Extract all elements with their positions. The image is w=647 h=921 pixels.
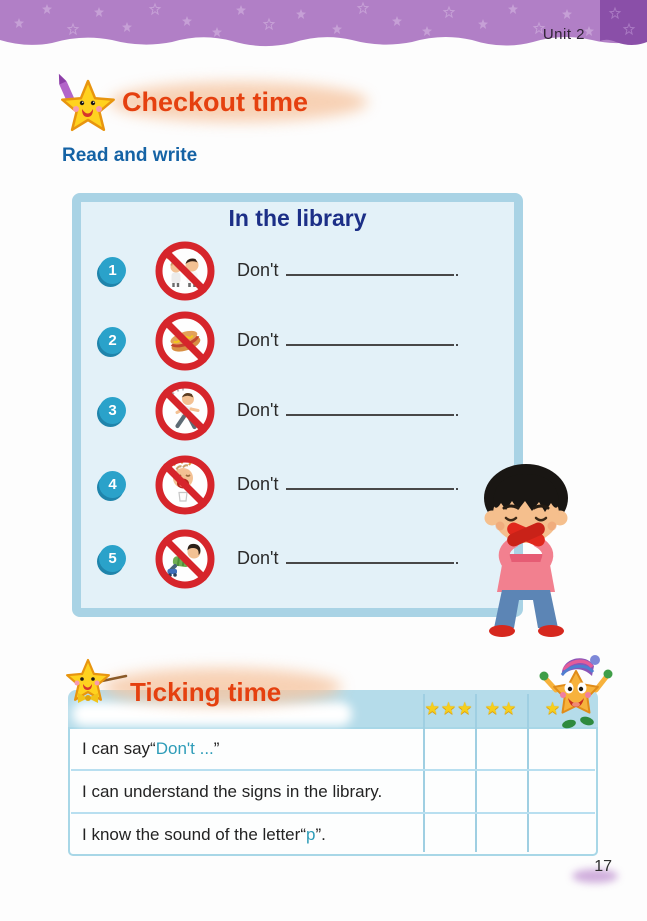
no-shouting-sign-icon (152, 452, 218, 518)
star-mascot-with-hat-icon (536, 646, 618, 739)
assessment-row-text (82, 770, 417, 813)
tick-cell[interactable] (528, 814, 578, 855)
sentence-line (237, 330, 459, 351)
two-stars-header-icon: ★★ (484, 699, 518, 718)
prompt-text: Don't (237, 260, 279, 280)
no-playing-sign-icon (152, 526, 218, 592)
tick-cell[interactable] (424, 728, 474, 769)
row-text: . (321, 824, 326, 844)
quote: “ (150, 738, 156, 758)
row-text: I know the sound of the letter (82, 824, 301, 844)
highlighted-phrase: Don't ... (155, 738, 214, 758)
sentence-line (237, 400, 459, 421)
no-talking-sign-icon (152, 238, 218, 304)
instruction-read-and-write: Read and write (62, 145, 198, 166)
highlighted-phrase: p (305, 824, 316, 844)
row-text: I can understand the signs in the library. (82, 781, 383, 801)
period: . (454, 474, 460, 494)
item-number-badge: 1 (99, 257, 126, 284)
assessment-row-text (82, 813, 417, 856)
tick-cell[interactable] (528, 771, 578, 812)
sentence-line (237, 260, 459, 281)
period: . (454, 330, 460, 350)
unit-label: Unit 2 (542, 26, 585, 43)
quiet-boy-mascot-icon (458, 458, 598, 648)
period: . (454, 400, 460, 420)
section-title-checkout-time: Checkout time (122, 87, 309, 117)
header-band (0, 0, 647, 54)
no-eating-sign-icon (152, 308, 218, 374)
prompt-text: Don't (237, 474, 279, 494)
star-mascot-with-crayon-icon (46, 68, 122, 147)
row-text: I can say (82, 738, 151, 758)
answer-blank[interactable] (286, 401, 454, 416)
no-running-sign-icon (152, 378, 218, 444)
answer-blank[interactable] (286, 549, 454, 564)
library-panel-title: In the library (228, 205, 367, 231)
quote: ” (213, 738, 220, 758)
assessment-row-text (82, 727, 417, 770)
star-mascot-with-bow-icon (50, 652, 130, 719)
tick-cell[interactable] (424, 814, 474, 855)
one-star-header-icon: ★ (544, 699, 562, 718)
tick-cell[interactable] (476, 728, 526, 769)
answer-blank[interactable] (286, 475, 454, 490)
quote: ” (315, 824, 322, 844)
tick-cell[interactable] (476, 771, 526, 812)
period: . (454, 260, 460, 280)
library-item-row (99, 308, 509, 374)
sentence-line (237, 548, 459, 569)
library-item-row (99, 526, 509, 592)
item-number-badge: 4 (99, 471, 126, 498)
answer-blank[interactable] (286, 331, 454, 346)
tick-cell[interactable] (476, 814, 526, 855)
answer-blank[interactable] (286, 261, 454, 276)
three-stars-header-icon: ★★★ (424, 699, 474, 718)
prompt-text: Don't (237, 330, 279, 350)
period: . (454, 548, 460, 568)
item-number-badge: 5 (99, 545, 126, 572)
quote: “ (300, 824, 306, 844)
item-number-badge: 3 (99, 397, 126, 424)
library-item-row (99, 452, 509, 518)
page-number: 17 (594, 858, 612, 875)
library-item-row (99, 378, 509, 444)
section-title-ticking-time: Ticking time (130, 677, 282, 707)
tick-cell[interactable] (424, 771, 474, 812)
sentence-line (237, 474, 459, 495)
prompt-text: Don't (237, 400, 279, 420)
item-number-badge: 2 (99, 327, 126, 354)
prompt-text: Don't (237, 548, 279, 568)
library-item-row (99, 238, 509, 304)
